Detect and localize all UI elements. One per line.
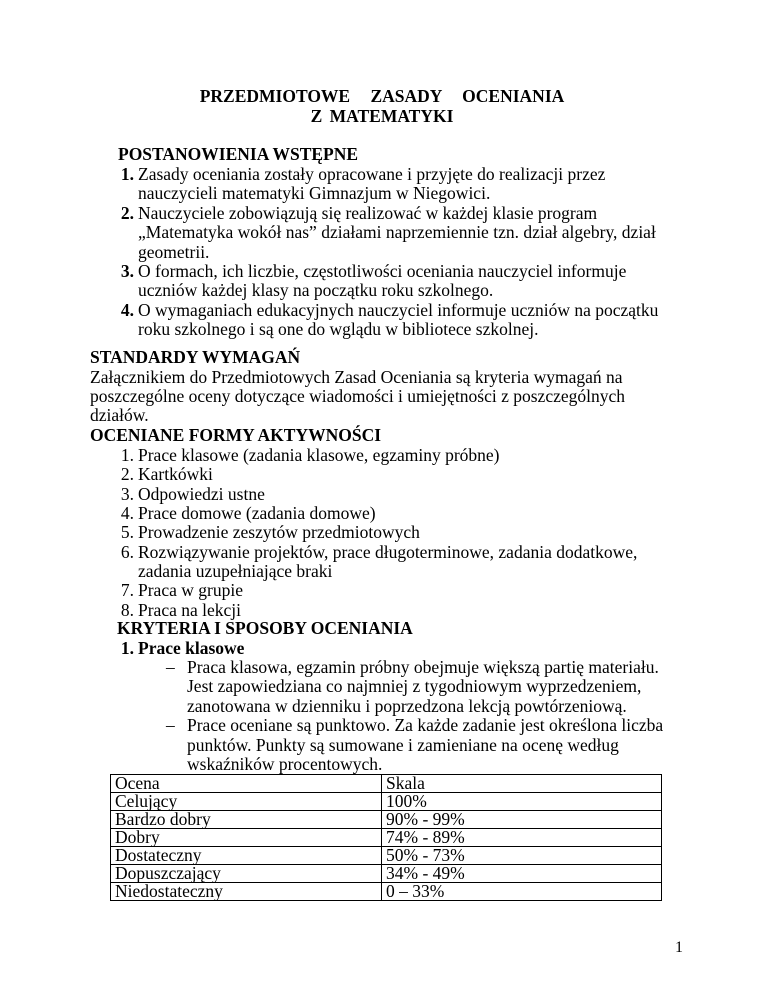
table-header-cell: Ocena xyxy=(111,775,382,793)
list-item-number: 8. xyxy=(120,599,134,620)
table-cell: Dobry xyxy=(111,829,382,847)
list-item-line: uczniów każdej klasy na początku roku szkolnego. xyxy=(138,280,494,301)
bullet-line: wskaźników procentowych. xyxy=(187,754,383,774)
table-row xyxy=(111,793,662,811)
list-item-line: geometrii. xyxy=(138,241,210,262)
bullet-line: Praca klasowa, egzamin próbny obejmuje większą partię materiału. xyxy=(187,657,659,677)
table-cell: Bardzo dobry xyxy=(111,811,382,829)
standardy-line: Załącznikiem do Przedmiotowych Zasad Oceniania są kryteria wymagań na xyxy=(90,367,623,387)
list-item-line: Prace klasowe (zadania klasowe, egzaminy próbne) xyxy=(138,445,500,465)
table-row xyxy=(111,829,662,847)
list-item-line: Prace domowe (zadania domowe) xyxy=(138,503,376,524)
list-item-number: 6. xyxy=(120,541,134,562)
list-item-number: 4. xyxy=(120,299,134,320)
list-item-line: O formach, ich liczbie, częstotliwości oceniania nauczyciel informuje xyxy=(138,261,627,281)
list-item-number: 3. xyxy=(120,261,134,281)
table-cell: Celujący xyxy=(111,793,382,811)
bullet-line: Jest zapowiedziana co najmniej z tygodniowym wyprzedzeniem, xyxy=(187,676,642,696)
table-cell: 74% - 89% xyxy=(382,829,662,847)
bullet-line: zanotowana w dzienniku i poprzedzona lekcją powtórzeniową. xyxy=(187,696,627,716)
list-item-number: 5. xyxy=(120,522,134,543)
section-heading-formy: OCENIANE FORMY AKTYWNOŚCI xyxy=(90,425,382,445)
list-item-line: roku szkolnego i są one do wglądu w bibliotece szkolnej. xyxy=(138,319,539,340)
standardy-line: działów. xyxy=(90,405,149,425)
table-header-row xyxy=(111,775,662,793)
table-row xyxy=(111,847,662,865)
list-item-line: Zasady oceniania zostały opracowane i przyjęte do realizacji przez xyxy=(138,164,606,184)
page-title-line1: PRZEDMIOTOWE ZASADY OCENIANIA xyxy=(199,86,565,106)
table-row xyxy=(111,811,662,829)
bullet-line: punktów. Punkty są sumowane i zamieniane na ocenę według xyxy=(187,735,619,755)
list-item-number: 3. xyxy=(120,483,134,504)
table-cell: Dostateczny xyxy=(111,847,382,865)
table-cell: Niedostateczny xyxy=(111,883,382,901)
table-cell: 34% - 49% xyxy=(382,865,662,883)
list-item-line: nauczycieli matematyki Gimnazjum w Niegowici. xyxy=(138,183,491,204)
table-row xyxy=(111,865,662,883)
table-cell: 100% xyxy=(382,793,662,811)
page-title-line2: Z MATEMATYKI xyxy=(310,106,454,126)
list-item-line: „Matematyka wokół nas” działami naprzemiennie tzn. dział algebry, dział xyxy=(138,222,656,243)
list-item-number: 2. xyxy=(120,202,134,223)
standardy-line: poszczególne oceny dotyczące wiadomości i umiejętności z poszczególnych xyxy=(90,386,625,406)
list-item-line: Prowadzenie zeszytów przedmiotowych xyxy=(138,522,420,543)
list-item-number: 1. xyxy=(120,164,134,184)
list-item-number: 2. xyxy=(120,464,134,485)
grade-scale-table xyxy=(110,774,662,901)
list-item-line: Praca w grupie xyxy=(138,580,243,601)
subheading-prace-klasowe: Prace klasowe xyxy=(138,638,245,658)
list-item-line: Rozwiązywanie projektów, prace długoterminowe, zadania dodatkowe, xyxy=(138,541,638,562)
list-item-line: Kartkówki xyxy=(138,464,213,485)
section-heading-kryteria: KRYTERIA I SPOSOBY OCENIANIA xyxy=(117,618,413,638)
bullet-dash: – xyxy=(166,657,175,677)
list-item-line: O wymaganiach edukacyjnych nauczyciel informuje uczniów na początku xyxy=(138,299,659,320)
list-item-number: 4. xyxy=(120,503,134,524)
list-item-line: zadania uzupełniające braki xyxy=(138,561,333,582)
list-item-line: Nauczyciele zobowiązują się realizować w każdej klasie program xyxy=(138,202,598,223)
table-row xyxy=(111,883,662,901)
table-header-cell: Skala xyxy=(382,775,662,793)
table-cell: Dopuszczający xyxy=(111,865,382,883)
list-item-number: 1. xyxy=(120,445,134,465)
list-item-line: Odpowiedzi ustne xyxy=(138,483,265,504)
list-item-line: Praca na lekcji xyxy=(138,599,242,620)
table-cell: 50% - 73% xyxy=(382,847,662,865)
bullet-dash: – xyxy=(166,715,175,735)
bullet-line: Prace oceniane są punktowo. Za każde zadanie jest określona liczba xyxy=(187,715,664,735)
page-number: 1 xyxy=(675,939,683,956)
subheading-number: 1. xyxy=(120,638,134,658)
list-item-number: 7. xyxy=(120,580,134,601)
section-heading-standardy: STANDARDY WYMAGAŃ xyxy=(90,347,301,367)
section-heading-postanowienia: POSTANOWIENIA WSTĘPNE xyxy=(118,144,359,164)
table-cell: 0 – 33% xyxy=(382,883,662,901)
table-cell: 90% - 99% xyxy=(382,811,662,829)
